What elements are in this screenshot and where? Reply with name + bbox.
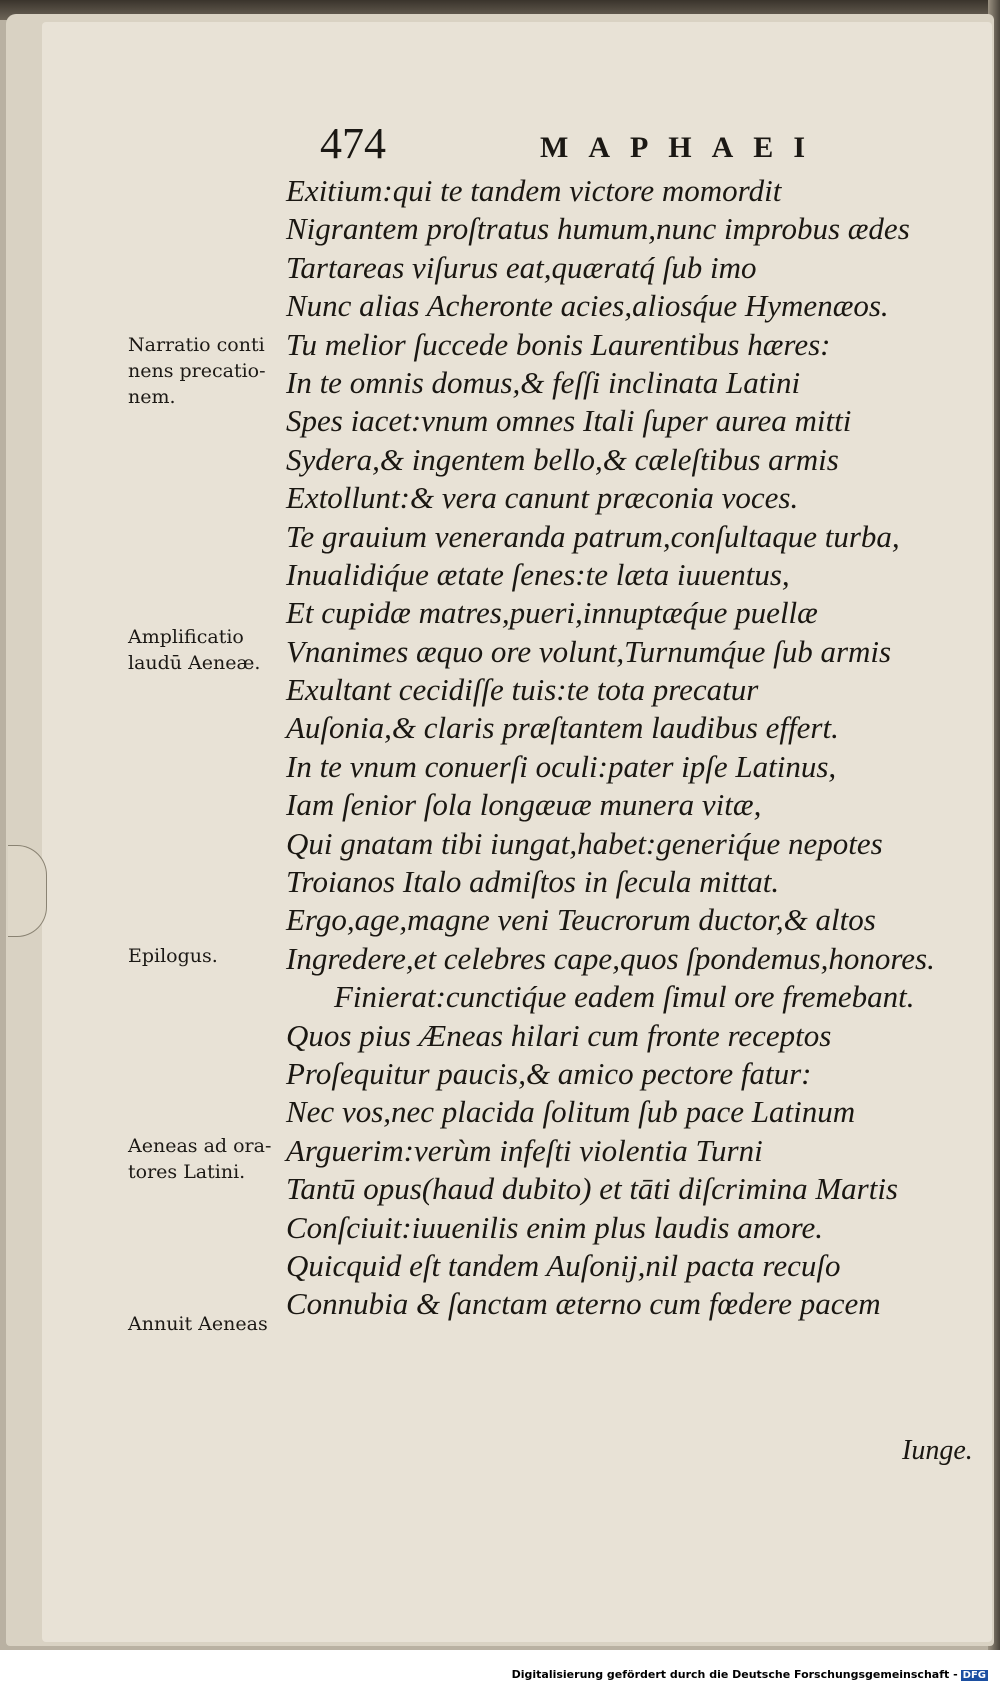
footer-bar — [0, 1650, 1000, 1701]
verse-line: Et cupidæ matres,pueri,innuptæq́ue puellæ — [286, 595, 818, 631]
margin-note: Amplificatio laudū Aeneæ. — [128, 626, 261, 674]
verse-line: Qui gnatam tibi iungat,habet:generiq́ue nepotes — [286, 825, 883, 861]
verse-line: Iam ſenior ſola longæuæ munera vitæ, — [286, 787, 762, 823]
catchword: Iunge. — [902, 1435, 973, 1466]
verse-line: Spes iacet:vnum omnes Itali ſuper aurea mitti — [286, 403, 852, 439]
verse-line: Tu melior ſuccede bonis Laurentibus hæres: — [286, 326, 831, 362]
verse-line: Proſequitur paucis,& amico pectore fatur: — [286, 1055, 812, 1091]
page-number: 474 — [320, 119, 386, 168]
verse-line: Quos pius Æneas hilari cum fronte receptos — [286, 1017, 832, 1053]
verse-line: Ergo,age,magne veni Teucrorum ductor,& altos — [286, 902, 876, 938]
verse-line: Te grauium veneranda patrum,conſultaque turba, — [286, 518, 900, 554]
running-head — [320, 118, 960, 170]
verse-line: Tartareas viſurus eat,quæratq́ ſub imo — [286, 249, 757, 285]
verse-line: Sydera,& ingentem bello,& cæleſtibus armis — [286, 441, 839, 477]
verse-line: Exitium:qui te tandem victore momordit — [286, 173, 782, 208]
verse-line: Extollunt:& vera canunt præconia voces. — [286, 480, 799, 516]
funding-credit — [512, 1668, 988, 1681]
author-title: MAPHAEI — [540, 131, 825, 164]
verse-line: In te omnis domus,& feſſi inclinata Latini — [286, 364, 801, 400]
dfg-logo: DFG — [962, 1670, 986, 1681]
verse-line: Connubia & ſanctam æterno cum fœdere pacem — [286, 1286, 881, 1322]
verse-line: Ingredere,et celebres cape,quos ſpondemus,honores. — [286, 940, 935, 976]
verse-line: Exultant cecidiſſe tuis:te tota precatur — [286, 672, 759, 708]
verse-line: Finierat:cunctiq́ue eadem ſimul ore fremebant. — [334, 979, 915, 1015]
verse-line: Vnanimes æquo ore volunt,Turnumq́ue ſub armis — [286, 633, 892, 669]
margin-note: Aeneas ad ora- tores Latini. — [128, 1135, 272, 1183]
verse-line: In te vnum conuerſi oculi:pater ipſe Latinus, — [286, 748, 837, 784]
verse-line: Nunc alias Acheronte acies,aliosq́ue Hymenæos. — [286, 288, 889, 324]
verse-line: Quicquid eſt tandem Auſonij,nil pacta recuſo — [286, 1247, 841, 1283]
verse-line: Auſonia,& claris præſtantem laudibus effert. — [286, 710, 839, 746]
verse-line: Nec vos,nec placida ſolitum ſub pace Latinum — [286, 1094, 856, 1130]
margin-note: Annuit Aeneas — [128, 1313, 268, 1335]
verse-line: Tantū opus(haud dubito) et tāti diſcrimina Martis — [286, 1171, 898, 1207]
funding-credit-text: Digitalisierung gefördert durch die Deutsche Forschungsgemeinschaft - — [511, 1668, 958, 1681]
verse-line: Inualidiq́ue ætate ſenes:te læta iuuentus, — [286, 556, 790, 592]
verse-line: Arguerim:verùm infeſti violentia Turni — [286, 1132, 763, 1168]
margin-note: Epilogus. — [128, 945, 218, 967]
verse-text — [286, 172, 986, 1324]
verse-line: Nigrantem proſtratus humum,nunc improbus ædes — [286, 211, 910, 247]
verse-line: Troianos Italo admiſtos in ſecula mittat. — [286, 864, 780, 900]
margin-note: Narratio conti nens precatio- nem. — [128, 334, 266, 408]
page-tab — [8, 845, 47, 937]
verse-line: Conſciuit:iuuenilis enim plus laudis amore. — [286, 1209, 824, 1245]
